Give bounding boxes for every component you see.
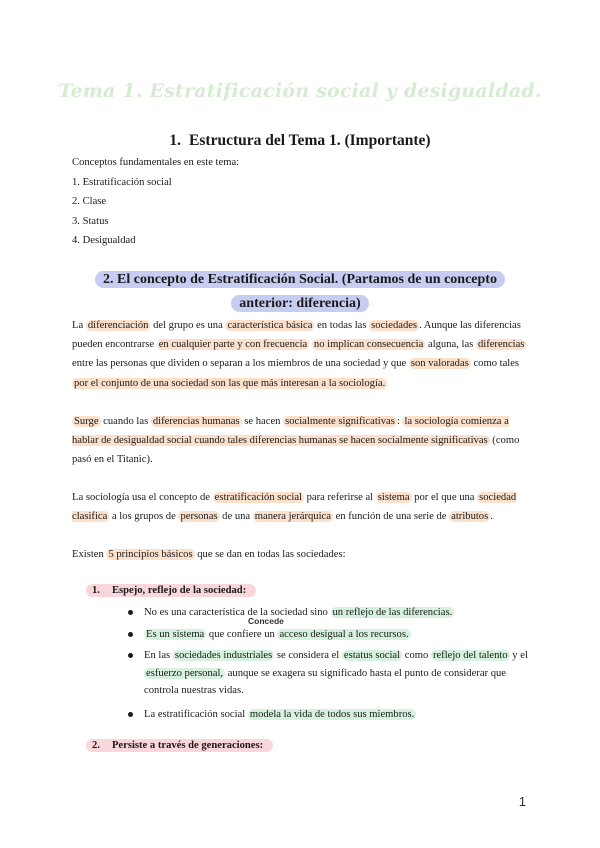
section-2-heading: [80, 268, 520, 316]
paragraph-stratification: La sociología usa el concepto de estratificación social para referirse al sistema por el que una sociedad clasifica a los grupos de personas de una manera jerárquica en función de una serie de atributos .: [72, 492, 517, 523]
topic-item: 2. Clase: [72, 196, 107, 207]
highlight: manera jerárquica: [254, 511, 331, 523]
principle-1-title: Espejo, reflejo de la sociedad:: [111, 585, 247, 596]
list-item: No es una característica de la sociedad sino un reflejo de las diferencias.: [128, 604, 528, 622]
highlight: socialmente significativas: [285, 416, 395, 427]
principle-2-title: Persiste a través de generaciones:: [111, 740, 264, 751]
highlight: estratificación social: [214, 492, 302, 503]
highlight: esfuerzo personal,: [146, 667, 224, 679]
highlight: son valoradas: [410, 358, 469, 370]
highlight: sociedad clasifica: [72, 492, 517, 523]
highlight: acceso desigual a los recursos.: [279, 628, 409, 640]
section-1-content: [72, 153, 239, 251]
highlight: la sociología comienza a hablar de desigualdad social cuando tales diferencias humanas se hacen socialmente significativas: [72, 416, 509, 447]
highlight: sociedades: [371, 320, 418, 331]
highlight: reflejo del talento: [432, 650, 508, 661]
document-title: Tema 1. Estratificación social y desigualdad.: [58, 80, 542, 102]
topic-item: 4. Desigualdad: [72, 235, 136, 246]
principle-2-heading: [86, 740, 273, 751]
section-1-title: Estructura del Tema 1. (Importante): [189, 132, 431, 149]
highlight: diferenciación: [87, 320, 149, 331]
highlight: característica básica: [227, 320, 313, 331]
highlight: personas: [180, 511, 218, 523]
section-2-number: 2.: [103, 272, 114, 287]
list-item: En las sociedades industriales se considera el estatus social como reflejo del talento y el esfuerzo personal, aunque se exagera su significado hasta el punto de considerar que controla nuestras vidas.: [128, 647, 528, 700]
topic-item: 3. Status: [72, 215, 109, 227]
list-item: La estratificación social modela la vida de todos sus miembros.: [128, 706, 528, 724]
principle-2-label: [86, 739, 273, 752]
highlight: un reflejo de las diferencias.: [332, 607, 453, 618]
highlight: diferencias humanas: [152, 416, 240, 427]
section-1-intro: Conceptos fundamentales en este tema:: [72, 157, 240, 168]
highlight: diferencias: [477, 339, 525, 351]
highlight: no implican consecuencia: [313, 339, 424, 351]
principle-2-number: 2.: [92, 740, 100, 751]
highlight: Surge: [74, 416, 99, 427]
list-item: Es un sistema que confiere un acceso desigual a los recursos.: [128, 626, 528, 644]
highlight: sistema: [377, 492, 410, 503]
section-2-title-part-1: El concepto de Estratificación Social. (Partamos de un concepto: [117, 272, 497, 287]
section-2-heading-line-1: [95, 271, 505, 288]
highlight: por el conjunto de una sociedad son las que más interesan a la sociología.: [74, 377, 386, 389]
paragraph-differentiation: La diferenciación del grupo es una característica básica en todas las sociedades . Aunque las diferencias pueden encontrarse en cualquier parte y con frecuencia no implican consecuencia alguna, las diferencias entre las personas que dividen o separan a los miembros de una sociedad y que son valoradas como tales por el conjunto de una sociedad son las que más interesan a la sociología.: [72, 320, 525, 389]
section-1-number: 1.: [169, 132, 182, 149]
section-2-heading-line-2: anterior: diferencia): [231, 295, 368, 312]
section-1-heading: [0, 132, 600, 150]
highlight: estatus social: [343, 650, 401, 661]
paragraph-inequality: Surge cuando las diferencias humanas se hacen socialmente significativas : la sociología comienza a hablar de desigualdad social cuando tales diferencias humanas se hacen socialmente significativas (como pasó en el Titanic).: [72, 416, 520, 466]
highlight: sociedades industriales: [174, 650, 273, 661]
highlight: modela la vida de todos sus miembros.: [249, 708, 415, 720]
handwritten-note: Concede: [248, 616, 284, 626]
highlight: en cualquier parte y con frecuencia: [158, 339, 308, 351]
highlight: atributos: [451, 511, 489, 523]
principle-1-heading: [86, 585, 256, 596]
page-number: 1: [518, 794, 526, 809]
topic-item: 1. Estratificación social: [72, 176, 172, 188]
principle-1-label: [86, 584, 256, 597]
highlight: Es un sistema: [146, 628, 205, 640]
highlight: 5 principios básicos: [108, 549, 193, 560]
principle-1-bullets: [128, 604, 528, 723]
principle-1-number: 1.: [92, 585, 100, 596]
paragraph-principles: Existen 5 principios básicos que se dan en todas las sociedades:: [72, 549, 346, 560]
